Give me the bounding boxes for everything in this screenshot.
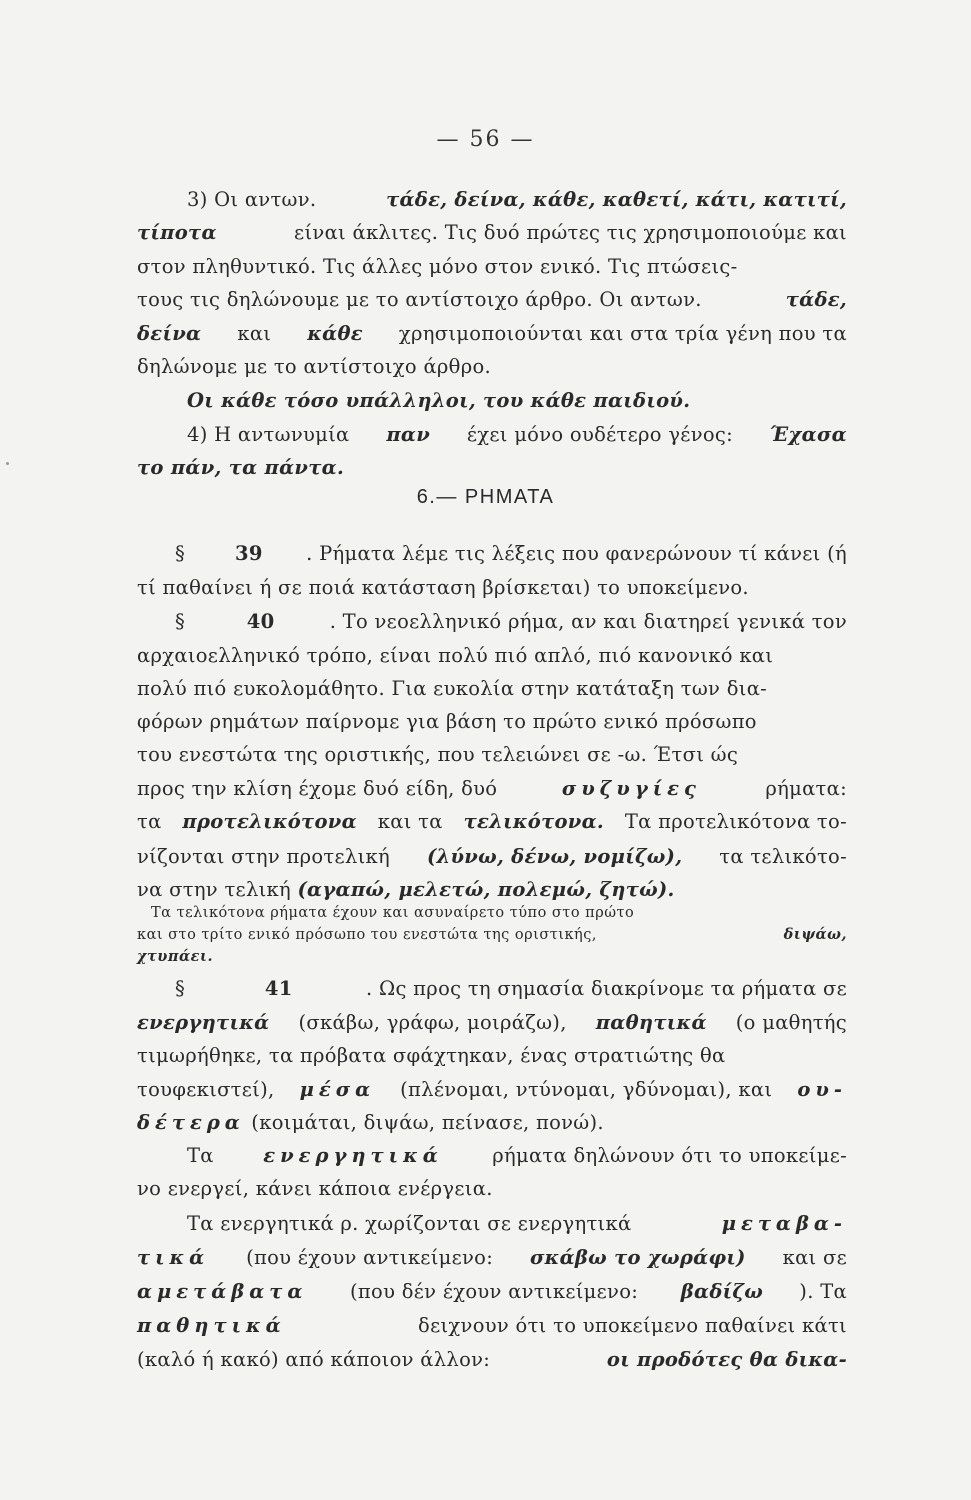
text-line: [187, 1142, 847, 1170]
text-span: αρχαιοελληνικό τρόπο, είναι πολύ πιό απλό, πιό κανονικό και: [137, 644, 774, 667]
text-span: να στην τελική: [137, 878, 298, 901]
text-span: (καλό ή κακό) από κάποιον άλλον:: [137, 1348, 497, 1371]
text-line: [137, 708, 847, 736]
text-span: και σε: [776, 1246, 847, 1269]
text-line: [137, 675, 847, 703]
text-span: του ενεστώτα της οριστικής, που τελειώνει σε -ω. Έτσι ώς: [137, 743, 739, 766]
emphasized-text: δέτερα: [137, 1111, 245, 1134]
text-line: [137, 1009, 847, 1037]
text-line: [137, 286, 847, 314]
emphasized-text: παθητικά: [137, 1314, 286, 1337]
emphasized-text: τελικότονα.: [463, 810, 605, 833]
text-span: και στο τρίτο ενικό πρόσωπο του ενεστώτα της οριστικής,: [137, 927, 603, 943]
text-span: Τα τελικότονα ρήματα έχουν και ασυναίρετο τύπο στο πρώτο: [151, 905, 635, 921]
text-span: 3) Οι αντων.: [187, 188, 323, 211]
emphasized-text: ου-: [797, 1078, 847, 1101]
section-heading: 6.— ΡΗΜΑΤΑ: [416, 486, 555, 508]
text-line: [137, 1312, 847, 1340]
text-span: §: [175, 610, 192, 633]
text-span: τα: [137, 810, 169, 833]
text-line: [137, 1175, 847, 1203]
text-span: τιμωρήθηκε, τα πρόβατα σφάχτηκαν, ένας στρατιώτης θα: [137, 1044, 726, 1067]
text-span: Τα: [187, 1144, 221, 1167]
scan-speck: [6, 462, 9, 465]
text-span: τουφεκιστεί),: [137, 1078, 282, 1101]
emphasized-text: προτελικότονα: [182, 810, 357, 833]
page-number: — 56 —: [436, 127, 535, 152]
text-span: 4) Η αντωνυμία: [187, 423, 357, 446]
emphasized-text: (αγαπώ, μελετώ, πολεμώ, ζητώ).: [297, 878, 675, 901]
text-line: [187, 387, 847, 415]
emphasized-text: διψάω,: [783, 926, 847, 943]
text-line: [175, 975, 847, 1003]
text-span: (ο μαθητής: [729, 1011, 847, 1034]
emphasized-text: ενεργητικά: [263, 1144, 443, 1167]
text-span: έχει μόνο ουδέτερο γένος:: [460, 423, 740, 446]
text-line: [137, 1042, 847, 1070]
text-span: §: [175, 542, 192, 565]
text-line: [175, 540, 847, 568]
emphasized-text: Οι κάθε τόσο υπάλληλοι, του κάθε παιδιού.: [187, 389, 691, 412]
text-span: νίζονται στην προτελική: [137, 845, 397, 868]
emphasized-text: (λύνω, δένω, νομίζω),: [426, 845, 683, 868]
text-line: [137, 943, 847, 971]
text-line: [137, 843, 847, 871]
emphasized-text: σκάβω το χωράφι): [529, 1246, 746, 1269]
text-line: [175, 608, 847, 636]
emphasized-text: βαδίζω: [680, 1280, 764, 1303]
text-line: [187, 1210, 847, 1238]
text-span: και τα: [371, 810, 450, 833]
text-span: στον πληθυντικό. Τις άλλες μόνο στον ενικό. Τις πτώσεις-: [137, 255, 738, 278]
text-span: Τα ενεργητικά ρ. χωρίζονται σε ενεργητικά: [187, 1212, 638, 1235]
text-span: και: [230, 322, 278, 345]
emphasized-text: 41: [264, 977, 293, 1000]
text-span: §: [175, 977, 192, 1000]
emphasized-text: δείνα: [137, 322, 202, 345]
text-line: [137, 353, 847, 381]
text-span: νο ενεργεί, κάνει κάποια ενέργεια.: [137, 1177, 493, 1200]
text-span: χρησιμοποιούνται και στα τρία γένη που τα: [392, 322, 847, 345]
emphasized-text: αμετάβατα: [137, 1280, 308, 1303]
emphasized-text: μέσα: [299, 1078, 376, 1101]
emphasized-text: τίποτα: [137, 221, 217, 244]
emphasized-text: Έχασα: [769, 423, 847, 446]
text-line: [137, 1109, 847, 1137]
text-span: Τα προτελικότονα το-: [618, 810, 847, 833]
emphasized-text: παν: [386, 423, 431, 446]
emphasized-text: 39: [234, 542, 263, 565]
text-span: (κοιμάται, διψάω, πείνασε, πονώ).: [244, 1111, 604, 1134]
emphasized-text: τικά: [137, 1246, 210, 1269]
text-span: είναι άκλιτες. Τις δυό πρώτες τις χρησιμοποιούμε και: [287, 221, 847, 244]
text-line: [137, 642, 847, 670]
text-line: [137, 1244, 847, 1272]
emphasized-text: ενεργητικά: [137, 1011, 270, 1034]
text-line: [137, 1278, 847, 1306]
emphasized-text: το πάν, τα πάντα.: [137, 456, 345, 479]
text-line: [137, 320, 847, 348]
text-span: τους τις δηλώνουμε με το αντίστοιχο άρθρο. Οι αντων.: [137, 288, 709, 311]
text-line: [137, 741, 847, 769]
text-span: (πλένομαι, ντύνομαι, γδύνομαι), και: [393, 1078, 779, 1101]
text-span: ρήματα δηλώνουν ότι το υποκείμε-: [485, 1144, 847, 1167]
text-span: . Ως προς τη σημασία διακρίνομε τα ρήματα σε: [366, 977, 847, 1000]
text-line: [137, 775, 847, 803]
emphasized-text: κάθε: [307, 322, 363, 345]
text-span: ). Τα: [799, 1280, 847, 1303]
emphasized-text: παθητικά: [595, 1011, 707, 1034]
emphasized-text: μεταβα-: [721, 1212, 847, 1235]
text-line: [137, 253, 847, 281]
text-span: δηλώνομε με το αντίστοιχο άρθρο.: [137, 355, 492, 378]
emphasized-text: τάδε, δείνα, κάθε, καθετί, κάτι, κατιτί,: [386, 188, 847, 211]
text-line: [137, 1076, 847, 1104]
text-line: [137, 808, 847, 836]
text-span: πολύ πιό ευκολομάθητο. Για ευκολία στην κατάταξη των δια-: [137, 677, 768, 700]
text-line: [137, 219, 847, 247]
text-span: φόρων ρημάτων παίρνομε για βάση το πρώτο ενικό πρόσωπο: [137, 710, 757, 733]
text-span: (σκάβω, γράφω, μοιράζω),: [291, 1011, 574, 1034]
text-span: . Ρήματα λέμε τις λέξεις που φανερώνουν τί κάνει (ή: [306, 542, 847, 565]
text-span: προς την κλίση έχομε δυό είδη, δυό: [137, 777, 504, 800]
emphasized-text: 40: [246, 610, 275, 633]
text-line: [137, 1346, 847, 1374]
text-span: (που δέν έχουν αντικείμενο:: [343, 1280, 645, 1303]
text-line: [187, 186, 847, 214]
text-span: δειχνουν ότι το υποκείμενο παθαίνει κάτι: [411, 1314, 847, 1337]
text-span: (που έχουν αντικείμενο:: [239, 1246, 500, 1269]
emphasized-text: χτυπάει.: [137, 948, 214, 965]
text-line: [137, 454, 847, 482]
text-span: ρήματα:: [758, 777, 847, 800]
emphasized-text: τάδε,: [785, 288, 847, 311]
text-line: [187, 421, 847, 449]
text-span: τί παθαίνει ή σε ποιά κατάσταση βρίσκεται) το υποκείμενο.: [137, 576, 749, 599]
emphasized-text: οι προδότες θα δικα-: [606, 1348, 847, 1371]
text-span: . Το νεοελληνικό ρήμα, αν και διατηρεί γενικά τον: [329, 610, 847, 633]
text-line: [137, 574, 847, 602]
emphasized-text: συζυγίες: [561, 777, 701, 800]
text-span: τα τελικότο-: [712, 845, 847, 868]
